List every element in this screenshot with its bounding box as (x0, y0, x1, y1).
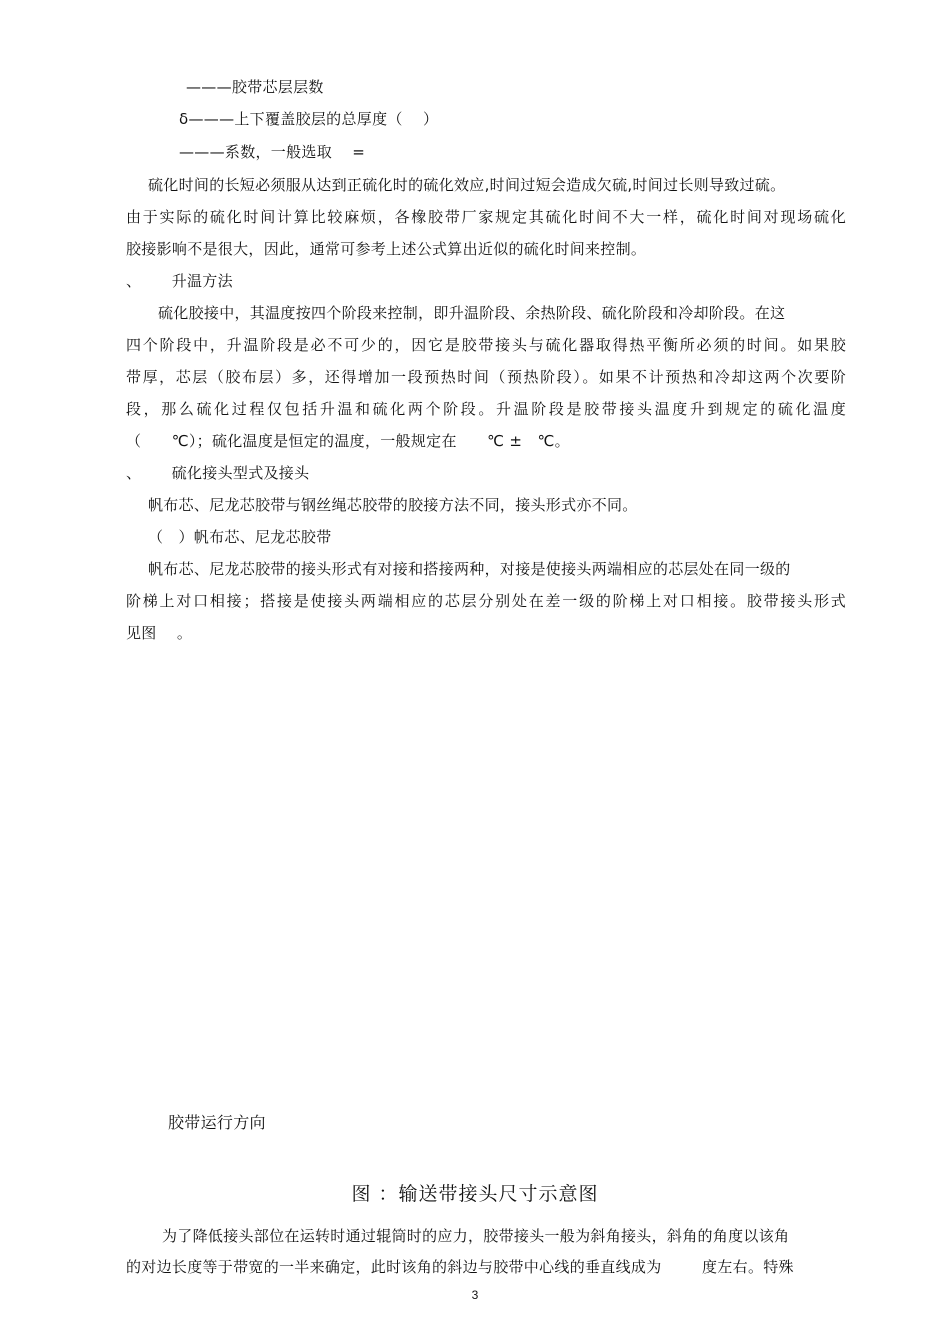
section-heading-heating-method: 、 升温方法 (126, 272, 233, 290)
paragraph-heating-line1: 硫化胶接中，其温度按四个阶段来控制，即升温阶段、余热阶段、硫化阶段和冷却阶段。在这 (158, 304, 786, 322)
paragraph-vulcanization-time-line2: 由于实际的硫化时间计算比较麻烦，各橡胶带厂家规定其硫化时间不大一样，硫化时间对现场硫化 (126, 208, 846, 226)
figure-label-belt-direction: 胶带运行方向 (168, 1113, 266, 1132)
paragraph-heating-line5: （ ℃）；硫化温度是恒定的温度，一般规定在 ℃ ± ℃。 (126, 432, 570, 450)
section-heading-joint-type: 、 硫化接头型式及接头 (126, 464, 310, 482)
paragraph-joint-forms-line2: 阶梯上对口相接；搭接是使接头两端相应的芯层分别处在差一级的阶梯上对口相接。胶带接头形式 (126, 592, 846, 610)
paragraph-heating-line2: 四个阶段中，升温阶段是必不可少的，因它是胶带接头与硫化器取得热平衡所必须的时间。如果胶 (126, 336, 846, 354)
figure-caption: 图 ：输送带接头尺寸示意图 (351, 1183, 599, 1205)
formula-definition-layers: ———胶带芯层层数 (186, 78, 324, 96)
paragraph-joint-methods: 帆布芯、尼龙芯胶带与钢丝绳芯胶带的胶接方法不同，接头形式亦不同。 (148, 496, 638, 514)
paragraph-vulcanization-time-line1: 硫化时间的长短必须服从达到正硫化时的硫化效应,时间过短会造成欠硫,时间过长则导致过硫。 (148, 176, 786, 194)
page-number: 3 (471, 1288, 479, 1302)
formula-definition-thickness: δ———上下覆盖胶层的总厚度（ ） (179, 110, 439, 128)
paragraph-vulcanization-time-line3: 胶接影响不是很大，因此，通常可参考上述公式算出近似的硫化时间来控制。 (126, 240, 647, 258)
paragraph-joint-forms-line3: 见图 。 (126, 624, 193, 642)
paragraph-bevel-joint-line1: 为了降低接头部位在运转时通过辊筒时的应力，胶带接头一般为斜角接头，斜角的角度以该角 (162, 1227, 790, 1245)
formula-definition-coefficient: ———系数，一般选取 = (179, 143, 366, 161)
paragraph-joint-forms-line1: 帆布芯、尼龙芯胶带的接头形式有对接和搭接两种，对接是使接头两端相应的芯层处在同一级的 (148, 560, 791, 578)
paragraph-heating-line3: 带厚，芯层（胶布层）多，还得增加一段预热时间（预热阶段）。如果不计预热和冷却这两个次要阶 (126, 368, 846, 386)
paragraph-bevel-joint-line2: 的对边长度等于带宽的一半来确定，此时该角的斜边与胶带中心线的垂直线成为 度左右。特殊 (126, 1258, 794, 1276)
paragraph-heating-line4: 段，那么硫化过程仅包括升温和硫化两个阶段。升温阶段是胶带接头温度升到规定的硫化温度 (126, 400, 846, 418)
subsection-heading-canvas-nylon: （ ）帆布芯、尼龙芯胶带 (148, 528, 332, 546)
figure-area (126, 660, 846, 1160)
